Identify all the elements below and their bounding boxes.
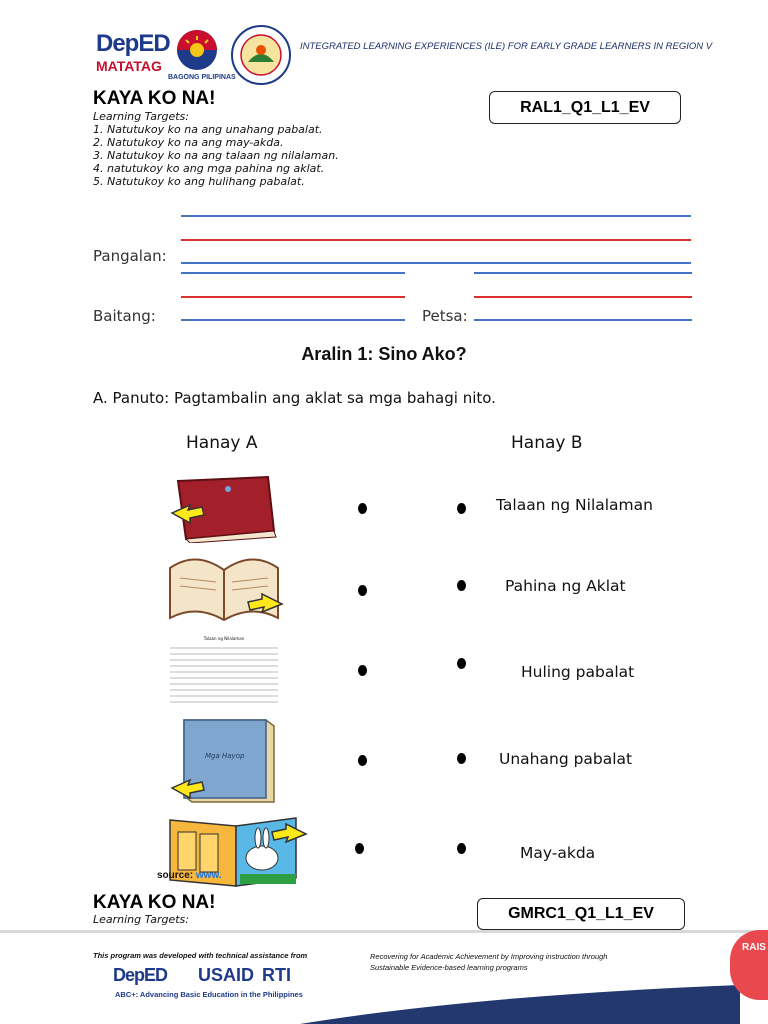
date-label: Petsa: [422, 307, 468, 325]
raise-line1: Recovering for Academic Achievement by Improving instruction through [370, 952, 608, 961]
toc-image-title: Talaan ng Nilalaman [203, 636, 245, 641]
footer-divider [0, 930, 768, 933]
match-dot-b3[interactable] [457, 658, 466, 669]
image-source [157, 870, 222, 881]
program-title: INTEGRATED LEARNING EXPERIENCES (ILE) FOR EARLY GRADE LEARNERS IN REGION V [300, 41, 713, 52]
name-field[interactable] [181, 262, 691, 264]
match-dot-b1[interactable] [457, 503, 466, 514]
learning-targets-label: Learning Targets: [93, 110, 189, 123]
deped-logo: DepED [96, 30, 170, 57]
learning-target: 3. Natutukoy ko na ang talaan ng nilalaman. [93, 149, 339, 162]
column-b-item: Unahang pabalat [499, 750, 633, 768]
writing-line [181, 272, 405, 274]
match-dot-a4[interactable] [358, 755, 367, 766]
blue-book-title: Mga Hayop [205, 752, 245, 760]
match-dot-a1[interactable] [358, 503, 367, 514]
match-dot-b5[interactable] [457, 843, 466, 854]
instruction-text: A. Panuto: Pagtambalin ang aklat sa mga bahagi nito. [93, 389, 496, 407]
writing-line [181, 239, 691, 241]
rti-logo: RTI [262, 965, 291, 985]
column-b-item: Talaan ng Nilalaman [496, 496, 653, 514]
column-b-item: Pahina ng Aklat [505, 577, 626, 595]
section-title: KAYA KO NA! [93, 892, 216, 913]
match-dot-a2[interactable] [358, 585, 367, 596]
footer-raise-text [370, 951, 607, 973]
learning-target: 1. Natutukoy ko na ang unahang pabalat. [93, 123, 323, 136]
match-dot-a5[interactable] [355, 843, 364, 854]
lesson-code-box: RAL1_Q1_L1_EV [489, 91, 681, 124]
match-dot-b4[interactable] [457, 753, 466, 764]
raise-line2: Sustainable Evidence-based learning programs [370, 963, 528, 972]
toc-lines [166, 644, 282, 708]
date-field[interactable] [474, 319, 692, 321]
section-title: KAYA KO NA! [93, 88, 216, 109]
writing-line [474, 272, 692, 274]
footer-note: This program was developed with technical assistance from [93, 951, 308, 960]
raise-badge-logo: RAIS [730, 930, 768, 1000]
learning-targets-list [93, 123, 339, 188]
column-b-item: Huling pabalat [521, 663, 635, 681]
writing-line [474, 296, 692, 298]
deped-seal-logo [230, 24, 292, 86]
match-dot-a3[interactable] [358, 665, 367, 676]
match-dot-b2[interactable] [457, 580, 466, 591]
bagong-pilipinas-label: BAGONG PILIPINAS [168, 74, 236, 81]
column-b-item: May-akda [520, 844, 596, 862]
grade-field[interactable] [181, 319, 405, 321]
writing-line [181, 215, 691, 217]
learning-target: 5. Natutukoy ko ang hulihang pabalat. [93, 175, 305, 188]
source-label: source: [157, 870, 194, 881]
learning-targets-label: Learning Targets: [93, 913, 189, 926]
source-link[interactable]: www. [195, 870, 222, 881]
learning-target: 2. Natutukoy ko na ang may-akda. [93, 136, 284, 149]
grade-label: Baitang: [93, 307, 156, 325]
lesson-title: Aralin 1: Sino Ako? [301, 344, 467, 364]
footer-deped-logo: DepED [113, 965, 168, 985]
open-book-icon [162, 548, 286, 630]
red-book-closed-icon [168, 473, 280, 543]
learning-target: 4. natutukoy ko ang mga pahina ng aklat. [93, 162, 325, 175]
usaid-logo: USAID [198, 965, 255, 985]
blue-book-cover-icon [170, 718, 276, 804]
table-of-contents-page-icon [166, 636, 282, 710]
writing-line [181, 296, 405, 298]
abc-plus-label: ABC+: Advancing Basic Education in the Philippines [115, 990, 303, 999]
footer-wave-decoration [300, 985, 740, 1024]
name-label: Pangalan: [93, 247, 167, 265]
column-a-header: Hanay A [186, 433, 258, 453]
lesson-code-box: GMRC1_Q1_L1_EV [477, 898, 685, 930]
bagong-pilipinas-logo [166, 26, 228, 78]
matatag-logo: MATATAG [96, 58, 162, 74]
column-b-header: Hanay B [511, 433, 583, 453]
